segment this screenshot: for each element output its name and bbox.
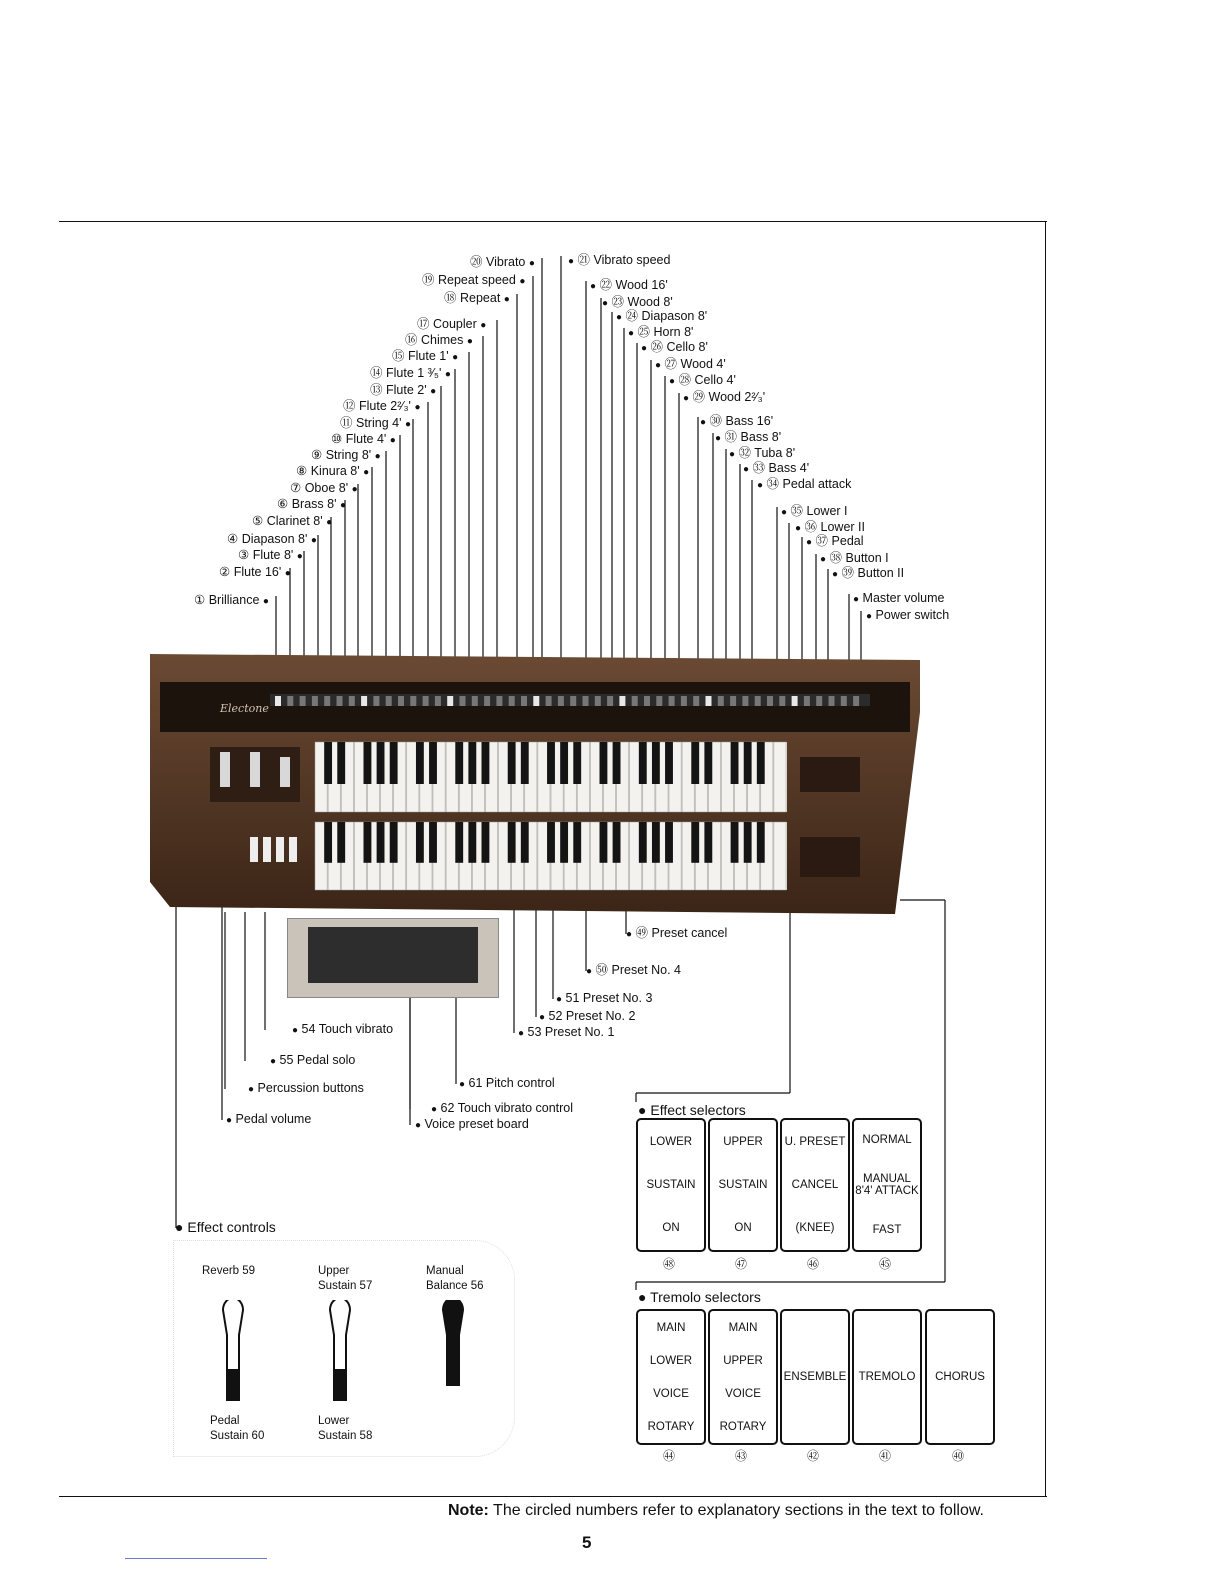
selector-text: NORMAL: [862, 1133, 912, 1146]
callout-label: Tuba 8': [754, 446, 796, 460]
callout-label: Repeat speed: [438, 273, 516, 287]
tremolo-selector-button[interactable]: [708, 1309, 778, 1445]
right-callout: ● ㉝ Bass 4': [743, 461, 810, 475]
selector-text: LOWER: [649, 1135, 693, 1148]
right-callout: ● ㉛ Bass 8': [715, 430, 782, 444]
callout-number: ㉞: [766, 477, 780, 491]
callout-label: Lower II: [820, 520, 865, 534]
callout-label: Voice preset board: [424, 1117, 529, 1131]
effect-selector-button[interactable]: [780, 1118, 850, 1252]
left-callout: ④ Diapason 8' ●: [227, 532, 317, 546]
callout-label: Preset No. 3: [582, 991, 653, 1005]
right-callout: ● Master volume: [853, 591, 945, 605]
callout-number: 61: [468, 1076, 483, 1090]
callout-label: Flute 16': [233, 565, 282, 579]
selector-text: SUSTAIN: [646, 1178, 696, 1191]
bottom-callout: ● 62 Touch vibrato control: [431, 1101, 574, 1115]
callout-label: Master volume: [862, 591, 945, 605]
callout-number: ㉔: [625, 309, 639, 323]
callout-label: Wood 4': [680, 357, 726, 371]
callout-label: Wood 16': [615, 278, 668, 292]
left-callout: ⑧ Kinura 8' ●: [296, 464, 370, 478]
callout-number: ㉗: [664, 357, 678, 371]
callout-number: ⑫: [343, 399, 356, 413]
callout-label: Touch vibrato: [318, 1022, 394, 1036]
callout-number: ⑳: [470, 255, 483, 269]
callout-number: ㉖: [650, 340, 664, 354]
bottom-callout: ● ㊿ Preset No. 4: [586, 963, 682, 977]
selector-number: ㊸: [734, 1449, 747, 1463]
right-callout: ● ㉗ Wood 4': [655, 357, 726, 371]
callout-number: 52: [548, 1009, 563, 1023]
bottom-callout: ● 61 Pitch control: [459, 1076, 555, 1090]
callout-label: Chimes: [421, 333, 464, 347]
bottom-callout: ● 51 Preset No. 3: [556, 991, 653, 1005]
selector-text: UPPER: [723, 1354, 763, 1367]
footnote-rule: [125, 1558, 267, 1559]
tremolo-selector-button[interactable]: [636, 1309, 706, 1445]
bottom-callout: ● 55 Pedal solo: [270, 1053, 356, 1067]
callout-label: Pedal: [831, 534, 864, 548]
callout-number: ㉛: [724, 430, 738, 444]
pedal-sustain-label: Pedal Sustain 60: [210, 1415, 265, 1442]
right-callout: ● ㉜ Tuba 8': [729, 446, 796, 460]
lower-sustain-label: Lower Sustain 58: [318, 1415, 373, 1442]
callout-number: ㊱: [804, 520, 818, 534]
callout-label: Wood 8': [627, 295, 673, 309]
callout-label: Preset No. 4: [611, 963, 682, 977]
selector-text: UPPER: [723, 1135, 763, 1148]
note-label: Note:: [448, 1502, 489, 1519]
callout-label: Preset No. 2: [565, 1009, 636, 1023]
callout-label: String 4': [356, 416, 402, 430]
callout-label: Flute 1': [408, 349, 449, 363]
callout-number: 54: [301, 1022, 316, 1036]
selector-text: ON: [662, 1222, 680, 1235]
callout-number: 62: [440, 1101, 455, 1115]
callout-label: Flute 8': [252, 548, 294, 562]
callout-number: ㉚: [709, 414, 723, 428]
organ-photo: [150, 652, 920, 917]
tremolo-selector-button[interactable]: [925, 1309, 995, 1445]
callout-label: Pedal solo: [296, 1053, 356, 1067]
bottom-callout: ● Percussion buttons: [248, 1081, 364, 1095]
callout-number: ⑦: [290, 481, 302, 495]
selector-text: (KNEE): [795, 1222, 835, 1235]
callout-number: ㊴: [841, 566, 855, 580]
callout-number: ⑨: [311, 448, 323, 462]
callout-number: 51: [565, 991, 580, 1005]
bottom-callout: ● Pedal volume: [226, 1112, 312, 1126]
callout-number: 55: [279, 1053, 294, 1067]
left-callout: ⑲ Repeat speed ●: [422, 273, 526, 287]
callout-label: Button I: [845, 551, 889, 565]
callout-label: Percussion buttons: [257, 1081, 364, 1095]
callout-label: Wood 2²⁄₃': [708, 390, 766, 404]
right-callout: ● ㉕ Horn 8': [628, 325, 694, 339]
selector-number: ㊶: [878, 1449, 891, 1463]
selector-number: ㊻: [806, 1257, 819, 1271]
voice-preset-board: [287, 918, 499, 998]
manual-balance-label: Manual Balance 56: [426, 1265, 484, 1292]
callout-label: Vibrato speed: [593, 253, 671, 267]
knee-lever-icons: [200, 1300, 480, 1410]
left-callout: ⑬ Flute 2' ●: [370, 383, 437, 397]
callout-number: ㉒: [599, 278, 613, 292]
selector-text: VOICE: [653, 1387, 689, 1400]
right-callout: ● ㉓ Wood 8': [602, 295, 673, 309]
callout-number: ㊿: [595, 963, 609, 977]
right-callout: ● ㊲ Pedal: [806, 534, 864, 548]
callout-number: ⑥: [277, 497, 289, 511]
callout-label: Repeat: [460, 291, 501, 305]
right-callout: ● ㉒ Wood 16': [590, 278, 668, 292]
selector-number: ㊼: [734, 1257, 747, 1271]
callout-number: ㉑: [577, 253, 591, 267]
callout-label: Preset No. 1: [544, 1025, 615, 1039]
effect-selector-button[interactable]: [852, 1118, 922, 1252]
right-callout: ● ㉑ Vibrato speed: [568, 253, 671, 267]
organ-illustration: [150, 652, 920, 917]
selector-text: CHORUS: [935, 1371, 985, 1383]
effect-selector-button[interactable]: [708, 1118, 778, 1252]
callout-number: ⑱: [444, 291, 457, 305]
left-callout: ① Brilliance ●: [194, 593, 269, 607]
selector-text: ROTARY: [647, 1420, 695, 1433]
callout-label: Oboe 8': [304, 481, 349, 495]
right-callout: ● Power switch: [866, 608, 950, 622]
left-callout: ⑥ Brass 8' ●: [277, 497, 346, 511]
effect-selector-button[interactable]: [636, 1118, 706, 1252]
bottom-callout: ● 52 Preset No. 2: [539, 1009, 636, 1023]
callout-number: ㉝: [752, 461, 766, 475]
right-callout: ● ㉚ Bass 16': [700, 414, 774, 428]
right-callout: ● ㊴ Button II: [832, 566, 905, 580]
callout-label: Cello 4': [694, 373, 736, 387]
right-callout: ● ㊱ Lower II: [795, 520, 865, 534]
callout-number: 53: [527, 1025, 542, 1039]
callout-label: Lower I: [806, 504, 848, 518]
callout-label: Brass 8': [291, 497, 337, 511]
left-callout: ⑳ Vibrato ●: [470, 255, 535, 269]
callout-label: Vibrato: [486, 255, 526, 269]
svg-text:Electone: Electone: [220, 702, 269, 715]
bottom-callout: ● 53 Preset No. 1: [518, 1025, 615, 1039]
callout-label: Flute 2²⁄₃': [359, 399, 411, 413]
selector-text: CANCEL: [791, 1178, 839, 1191]
selector-number: ㊹: [662, 1449, 675, 1463]
callout-number: ③: [238, 548, 250, 562]
reverb-label: Reverb 59: [202, 1265, 256, 1277]
selector-text: FAST: [872, 1224, 902, 1237]
callout-label: Pedal volume: [235, 1112, 312, 1126]
left-callout: ⑱ Repeat ●: [444, 291, 510, 305]
callout-label: Cello 8': [666, 340, 708, 354]
callout-label: Bass 4': [768, 461, 810, 475]
callout-number: ②: [219, 565, 231, 579]
callout-label: Flute 2': [386, 383, 427, 397]
callout-number: ㉜: [738, 446, 752, 460]
left-callout: ⑮ Flute 1' ●: [392, 349, 459, 363]
callout-label: Diapason 8': [241, 532, 308, 546]
callout-number: ⑭: [370, 366, 383, 380]
callout-number: ⑤: [252, 514, 264, 528]
left-callout: ⑦ Oboe 8' ●: [290, 481, 358, 495]
callout-label: Power switch: [875, 608, 950, 622]
callout-label: Kinura 8': [310, 464, 360, 478]
callout-label: Touch vibrato control: [457, 1101, 574, 1115]
left-callout: ⑩ Flute 4' ●: [331, 432, 396, 446]
callout-number: ⑩: [331, 432, 343, 446]
left-callout: ⑫ Flute 2²⁄₃' ●: [343, 399, 421, 413]
callout-number: ㊳: [829, 551, 843, 565]
note-text: The circled numbers refer to explanatory sections in the text to follow.: [493, 1502, 984, 1519]
callout-number: ⑮: [392, 349, 405, 363]
left-callout: ⑰ Coupler ●: [417, 317, 487, 331]
selector-text: MAIN: [728, 1321, 758, 1334]
callout-number: ㉘: [678, 373, 692, 387]
left-callout: ⑭ Flute 1 ³⁄₅' ●: [370, 366, 451, 380]
bottom-callout: ● 54 Touch vibrato: [292, 1022, 394, 1036]
right-callout: ● ㉙ Wood 2²⁄₃': [683, 390, 766, 404]
selector-text: TREMOLO: [858, 1371, 916, 1383]
selector-text: VOICE: [725, 1387, 761, 1400]
selector-text: ENSEMBLE: [783, 1371, 847, 1383]
left-callout: ③ Flute 8' ●: [238, 548, 303, 562]
callout-number: ⑲: [422, 273, 435, 287]
callout-label: Brilliance: [208, 593, 260, 607]
tremolo-selectors-heading: ● Tremolo selectors: [638, 1289, 761, 1305]
callout-number: ⑪: [340, 416, 353, 430]
selector-number: ㊽: [662, 1257, 675, 1271]
callout-label: Diapason 8': [641, 309, 708, 323]
callout-label: Preset cancel: [651, 926, 728, 940]
effect-controls-heading: ● Effect controls: [175, 1219, 276, 1235]
selector-number: ㊺: [878, 1257, 891, 1271]
right-callout: ● ㉞ Pedal attack: [757, 477, 852, 491]
left-callout: ② Flute 16' ●: [219, 565, 291, 579]
callout-number: ⑯: [405, 333, 418, 347]
callout-number: ⑰: [417, 317, 430, 331]
selector-number: ㊷: [806, 1449, 819, 1463]
callout-label: Clarinet 8': [266, 514, 323, 528]
callout-number: ㊲: [815, 534, 829, 548]
footnote: [448, 1502, 984, 1520]
callout-label: Bass 16': [725, 414, 774, 428]
right-callout: ● ㉘ Cello 4': [669, 373, 736, 387]
upper-sustain-label: Upper Sustain 57: [318, 1265, 373, 1292]
right-callout: ● ㉖ Cello 8': [641, 340, 708, 354]
callout-number: ㉟: [790, 504, 804, 518]
left-callout: ⑨ String 8' ●: [311, 448, 381, 462]
selector-number: ㊵: [951, 1449, 964, 1463]
callout-number: ㉓: [611, 295, 625, 309]
selector-text: SUSTAIN: [718, 1178, 768, 1191]
bottom-callout: ● Voice preset board: [415, 1117, 529, 1131]
callout-number: ①: [194, 593, 206, 607]
left-callout: ⑪ String 4' ●: [340, 416, 411, 430]
effect-selectors-heading: ● Effect selectors: [638, 1102, 746, 1118]
callout-label: Horn 8': [653, 325, 694, 339]
selector-text: ROTARY: [719, 1420, 767, 1433]
callout-label: Button II: [857, 566, 905, 580]
tremolo-selector-button[interactable]: [852, 1309, 922, 1445]
callout-label: Pedal attack: [782, 477, 852, 491]
callout-label: Flute 4': [345, 432, 387, 446]
callout-number: ㉙: [692, 390, 706, 404]
selector-text: U. PRESET: [784, 1135, 846, 1148]
callout-number: ⑬: [370, 383, 383, 397]
left-callout: ⑤ Clarinet 8' ●: [252, 514, 333, 528]
callout-number: ⑧: [296, 464, 308, 478]
selector-text: ON: [734, 1222, 752, 1235]
left-callout: ⑯ Chimes ●: [405, 333, 473, 347]
bottom-callout: ● ㊾ Preset cancel: [626, 926, 728, 940]
selector-text: LOWER: [649, 1354, 693, 1367]
selector-text: MAIN: [656, 1321, 686, 1334]
selector-text: MANUAL 8'4' ATTACK: [855, 1172, 919, 1197]
page-number: 5: [582, 1533, 592, 1552]
callout-label: Pitch control: [485, 1076, 555, 1090]
right-callout: ● ㉔ Diapason 8': [616, 309, 708, 323]
tremolo-selector-button[interactable]: [780, 1309, 850, 1445]
right-callout: ● ㊳ Button I: [820, 551, 889, 565]
callout-label: String 8': [325, 448, 372, 462]
callout-label: Flute 1 ³⁄₅': [386, 366, 442, 380]
callout-number: ㉕: [637, 325, 651, 339]
callout-number: ④: [227, 532, 239, 546]
callout-number: ㊾: [635, 926, 649, 940]
callout-label: Bass 8': [740, 430, 782, 444]
right-callout: ● ㉟ Lower I: [781, 504, 848, 518]
callout-label: Coupler: [433, 317, 477, 331]
